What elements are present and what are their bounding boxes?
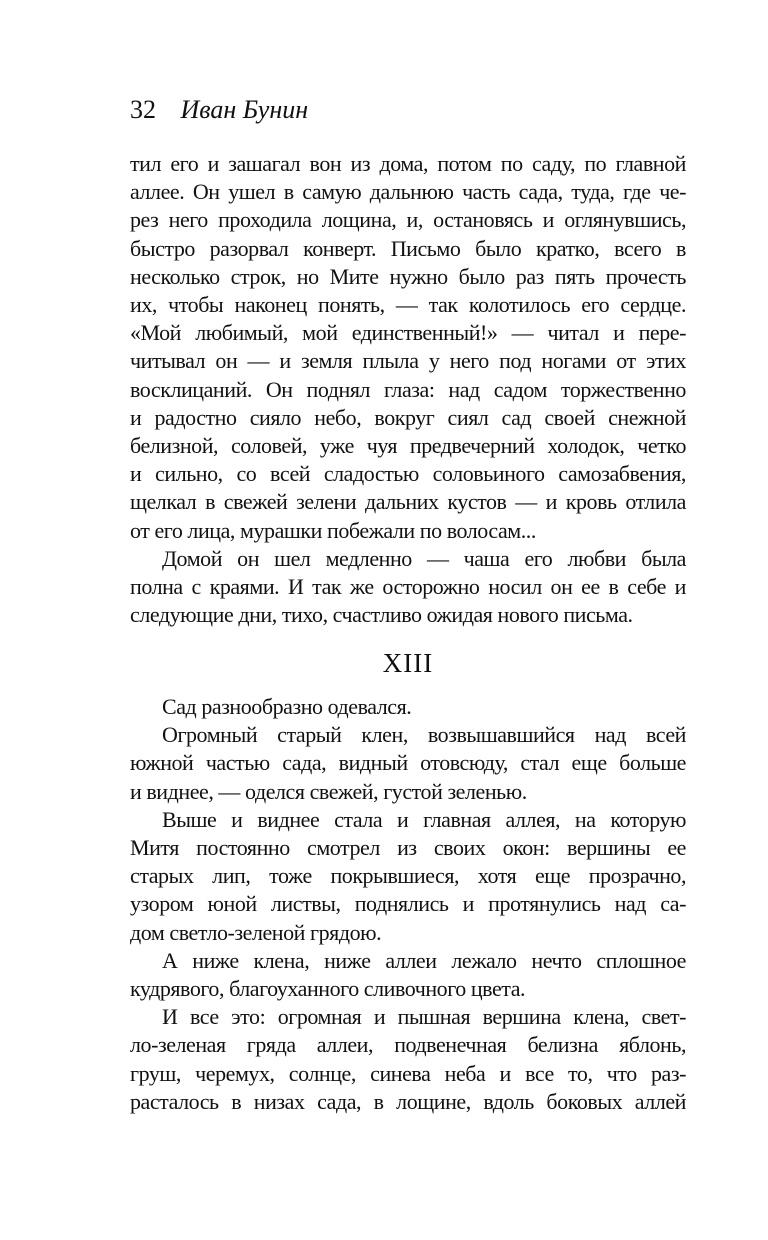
text-line: восклицаний. Он поднял глаза: над садом торжественно — [130, 376, 686, 402]
text-line: следующие дни, тихо, счастливо ожидая нового письма. — [130, 602, 633, 628]
text-line: старых лип, тоже покрывшиеся, хотя еще прозрачно, — [130, 863, 686, 889]
text-line: узором юной листвы, поднялись и протянулись над са- — [130, 891, 686, 917]
text-block-before-chapter — [130, 150, 686, 629]
text-line: быстро разорвал конверт. Письмо было кратко, всего в — [130, 235, 686, 261]
text-line: И все это: огромная и пышная вершина клена, свет- — [162, 1004, 686, 1030]
text-line: Выше и виднее стала и главная аллея, на которую — [162, 806, 686, 832]
text-line: аллее. Он ушел в самую дальнюю часть сада, туда, где че- — [130, 179, 686, 205]
chapter-title: XIII — [382, 648, 434, 678]
text-line: Домой он шел медленно — чаша его любви была — [162, 545, 686, 571]
text-block-chapter-xiii — [130, 693, 686, 1116]
text-line: тил его и зашагал вон из дома, потом по саду, по главной — [130, 151, 686, 176]
text-line: «Мой любимый, мой единственный!» — читал и пере- — [130, 320, 686, 346]
text-line: груш, черемух, солнце, синева неба и все то, что раз- — [130, 1060, 686, 1086]
text-line: Огромный старый клен, возвышавшийся над всей — [162, 722, 686, 748]
text-line: и виднее, — оделся свежей, густой зеленью. — [130, 778, 527, 804]
text-line: и радостно сияло небо, вокруг сиял сад своей снежной — [130, 404, 686, 430]
author-name: Иван Бунин — [180, 95, 309, 124]
text-line: и сильно, со всей сладостью соловьиного самозабвения, — [130, 461, 686, 487]
running-header — [130, 94, 308, 126]
text-line: белизной, соловей, уже чуя предвечерний холодок, четко — [130, 433, 686, 459]
text-line: Митя постоянно смотрел из своих окон: вершины ее — [130, 835, 686, 861]
text-line: ло-зеленая гряда аллеи, подвенечная белизна яблонь, — [130, 1032, 686, 1058]
text-line: Сад разнообразно одевался. — [162, 694, 412, 719]
text-line: расталось в низах сада, в лощине, вдоль боковых аллей — [130, 1088, 686, 1114]
page-number: 32 — [130, 95, 156, 124]
text-line: южной частью сада, видный отовсюду, стал еще больше — [130, 750, 686, 776]
text-line: дом светло-зеленой грядою. — [130, 919, 382, 945]
text-line: щелкал в свежей зелени дальних кустов — и кровь отлила — [130, 489, 686, 515]
text-line: от его лица, мурашки побежали по волосам... — [130, 517, 536, 543]
text-line: кудрявого, благоуханного сливочного цвета. — [130, 976, 526, 1002]
text-line: рез него проходила лощина, и, остановясь и оглянувшись, — [130, 207, 686, 233]
text-line: А ниже клена, ниже аллеи лежало нечто сплошное — [162, 947, 686, 973]
text-line: полна с краями. И так же осторожно носил он ее в себе и — [130, 574, 686, 600]
text-line: несколько строк, но Мите нужно было раз пять прочесть — [130, 263, 686, 289]
text-line: читывал он — и земля плыла у него под ногами от этих — [130, 348, 686, 374]
text-line: их, чтобы наконец понять, — так колотилось его сердце. — [130, 292, 686, 318]
